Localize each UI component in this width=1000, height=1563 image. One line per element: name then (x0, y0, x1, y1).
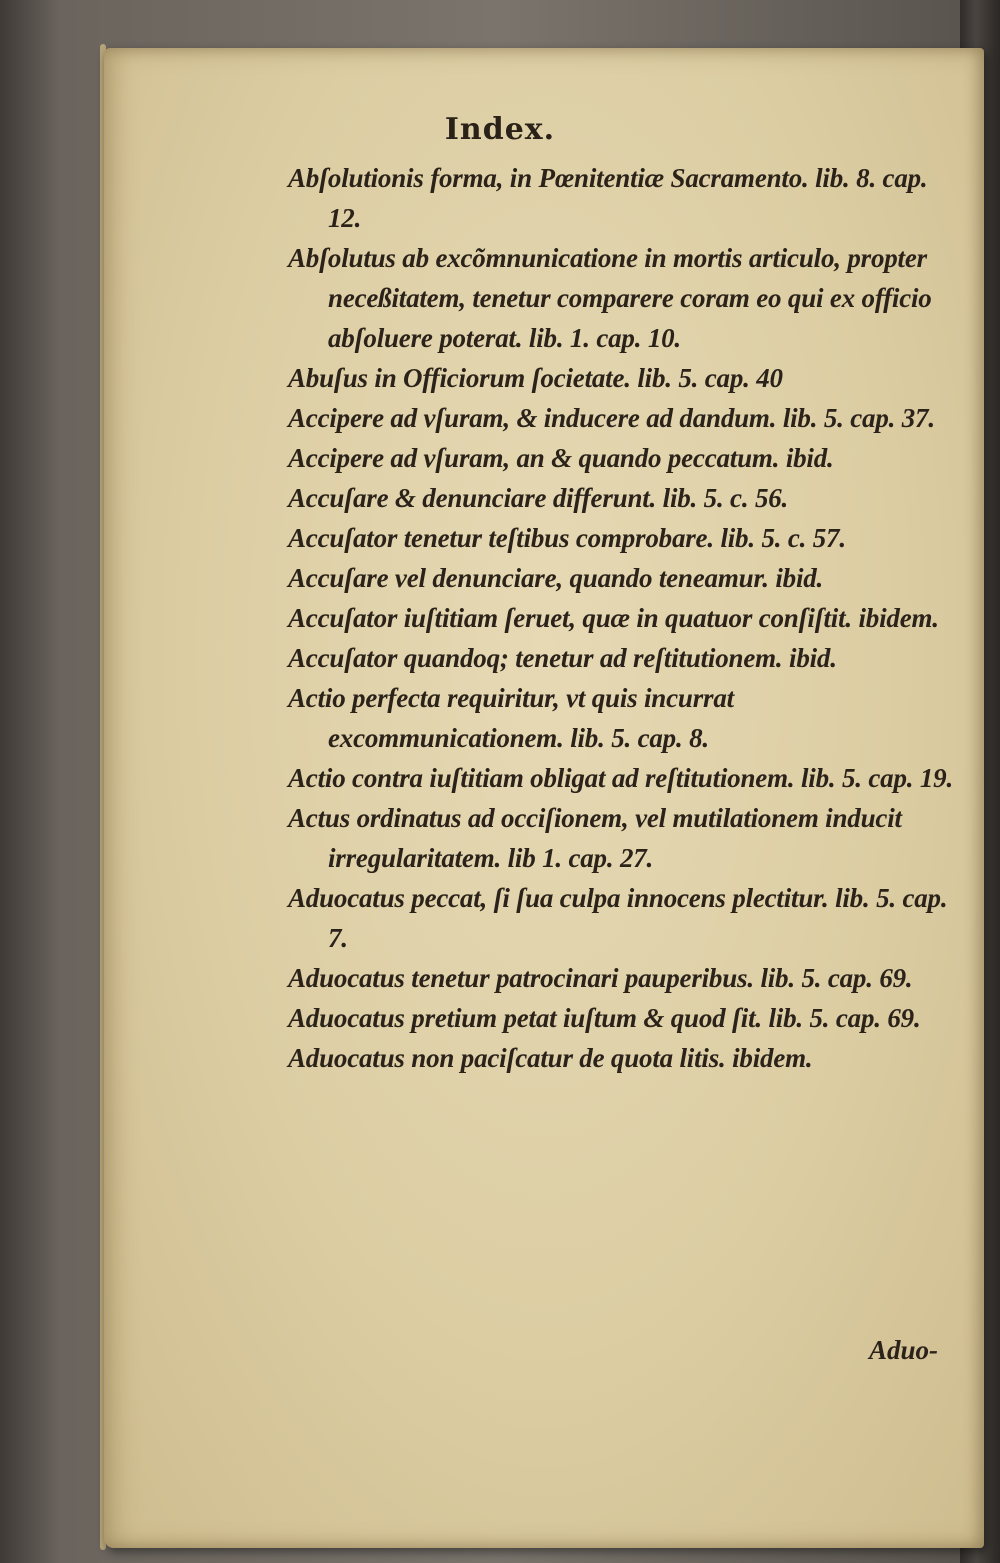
index-entry: Abſolutionis forma, in Pœnitentiæ Sacramento. lib. 8. cap. 12. (288, 163, 928, 233)
index-entry: Aduocatus pretium petat iuſtum & quod ſit. lib. 5. cap. 69. (288, 1003, 921, 1033)
index-entry: Accuſare vel denunciare, quando teneamur. ibid. (288, 563, 824, 593)
index-entry: Aduocatus non paciſcatur de quota litis. ibidem. (288, 1043, 813, 1073)
index-entry-list (288, 158, 958, 1078)
index-entry: Actio perfecta requiritur, vt quis incurrat excommunicationem. lib. 5. cap. 8. (288, 683, 734, 753)
index-entry: Accuſator iuſtitiam ſeruet, quæ in quatuor conſiſtit. ibidem. (288, 603, 939, 633)
index-entry: Abſolutus ab excõmnunicatione in mortis articulo, propter neceßitatem, tenetur comparere coram eo qui ex officio abſoluere poterat. lib. 1. cap. 10. (288, 243, 932, 353)
page-heading: Index. (444, 112, 556, 147)
index-entry: Aduocatus tenetur patrocinari pauperibus. lib. 5. cap. 69. (288, 963, 913, 993)
index-entry: Accipere ad vſuram, & inducere ad dandum. lib. 5. cap. 37. (288, 403, 935, 433)
index-entry: Accuſator quandoq; tenetur ad reſtitutionem. ibid. (288, 643, 837, 673)
index-entry: Actio contra iuſtitiam obligat ad reſtitutionem. lib. 5. cap. 19. (288, 763, 954, 793)
index-entry: Abuſus in Officiorum ſocietate. lib. 5. cap. 40 (288, 363, 783, 393)
index-entry: Accuſare & denunciare differunt. lib. 5. c. 56. (288, 483, 789, 513)
catchword: Aduo- (868, 1335, 938, 1365)
index-entry: Aduocatus peccat, ſi ſua culpa innocens plectitur. lib. 5. cap. 7. (288, 883, 948, 953)
index-entry: Actus ordinatus ad occiſionem, vel mutilationem inducit irregularitatem. lib 1. cap. 27. (288, 803, 902, 873)
index-entry: Accipere ad vſuram, an & quando peccatum. ibid. (288, 443, 834, 473)
index-entry: Accuſator tenetur teſtibus comprobare. lib. 5. c. 57. (288, 523, 846, 553)
